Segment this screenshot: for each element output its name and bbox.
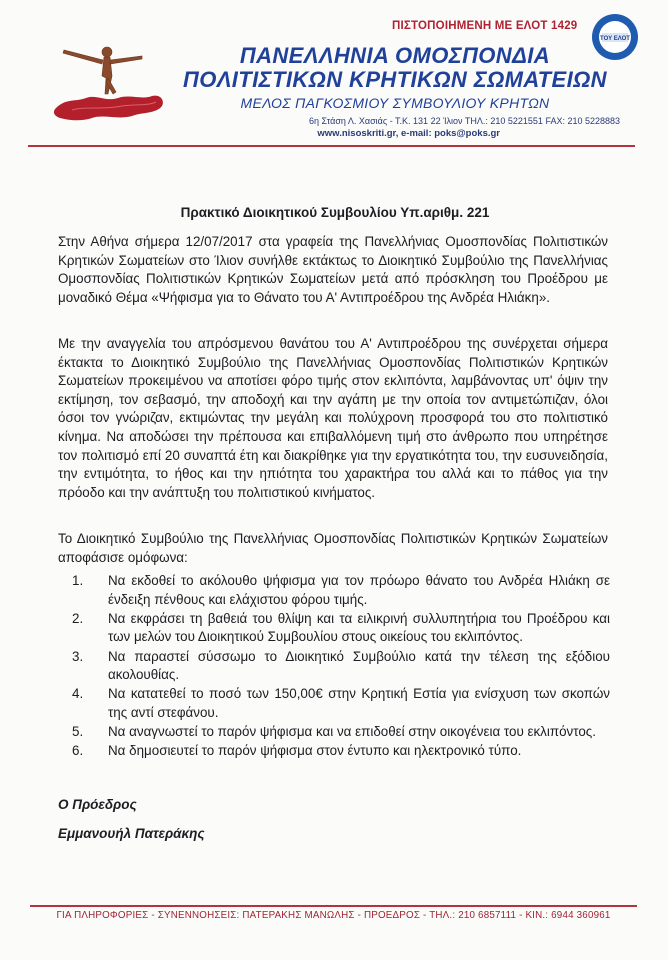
list-item bbox=[58, 610, 610, 647]
list-item-number: 2. bbox=[72, 610, 84, 626]
org-address: 6η Στάση Λ. Χασιάς - Τ.Κ. 131 22 Ίλιον ΤΗΛ.: 210 5221551 FAX: 210 5228883 bbox=[309, 116, 620, 126]
list-item bbox=[58, 742, 610, 761]
list-item-number: 6. bbox=[72, 743, 84, 759]
list-item-text: Να εκδοθεί το ακόλουθο ψήφισμα για τον πρόωρο θάνατο του Ανδρέα Ηλιάκη σε ένδειξη πένθους και ελάχιστου φόρου τιμής. bbox=[108, 573, 610, 607]
header-divider bbox=[28, 145, 635, 147]
list-item-number: 4. bbox=[72, 686, 84, 702]
list-item bbox=[58, 572, 610, 609]
org-name-line2: ΠΟΛΙΤΙΣΤΙΚΩΝ ΚΡΗΤΙΚΩΝ ΣΩΜΑΤΕΙΩΝ bbox=[183, 67, 607, 92]
list-item bbox=[58, 648, 610, 685]
signature-title: Ο Πρόεδρος bbox=[58, 797, 137, 812]
list-item-number: 1. bbox=[72, 573, 84, 588]
list-item-number: 5. bbox=[72, 724, 84, 740]
org-name-line1: ΠΑΝΕΛΛΗΝΙΑ ΟΜΟΣΠΟΝΔΙΑ bbox=[239, 43, 551, 68]
crete-figure-logo-icon bbox=[52, 36, 167, 128]
footer-divider bbox=[30, 905, 637, 907]
footer-contact: ΓΙΑ ΠΛΗΡΟΦΟΡΙΕΣ - ΣΥΝΕΝΝΟΗΣΕΙΣ: ΠΑΤΕΡΑΚΗΣ ΜΑΝΩΛΗΣ - ΠΡΟΕΔΡΟΣ - ΤΗΛ.: 210 6857111 - ΚΙΝ.: 6944 360961 bbox=[56, 910, 611, 921]
list-item bbox=[58, 685, 610, 722]
org-web-email[interactable]: www.nisoskriti.gr, e-mail: poks@poks.gr bbox=[317, 128, 500, 139]
list-item-text: Να αναγνωστεί το παρόν ψήφισμα και να επιδοθεί στην οικογένεια του εκλιπόντος. bbox=[108, 724, 596, 740]
seal-text: ΤΟΥ ΕΛΟΤ bbox=[600, 36, 630, 42]
paragraph-3: Το Διοικητικό Συμβούλιο της Πανελλήνιας Ομοσπονδίας Πολιτιστικών Κρητικών Σωματείων αποφάσισε ομόφωνα: bbox=[58, 531, 608, 565]
list-item-text: Να εκφράσει τη βαθειά του θλίψη και τα ειλικρινή συλλυπητήρια του Προέδρου και των μελών του Διοικητικού Συμβουλίου στους οικείους του εκλιπόντος. bbox=[108, 610, 610, 645]
list-item-text: Να κατατεθεί το ποσό των 150,00€ στην Κρητική Εστία για ενίσχυση των σκοπών της αντί στεφάνου. bbox=[108, 686, 610, 720]
paragraph-2: Με την αναγγελία του απρόσμενου θανάτου του Α' Αντιπροέδρου της συνέρχεται σήμερα έκτακτα το Διοικητικό Συμβούλιο της Πανελλήνιας Ομοσπονδίας Πολιτιστικών Κρητικών Σωματείων προκειμένου να αποτίσει φόρο τιμής στον εκλιπόντα, λαμβάνοντας υπ' όψιν την εκτίμηση, τον σεβασμό, την αποδοχή και την αγάπη με την οποία τον αντιμετώπιζαν, όλοι όσοι τον γνώριζαν, εκτιμώντας την μεγάλη και πολύχρονη προσφορά του στο πολιτιστικό κίνημα. Να αποδώσει την πρέπουσα και επιβαλλόμενη τιμή στο άνθρωπο που υπηρέτησε τον πολιτισμό επί 20 συναπτά έτη και διακρίθηκε για την εργατικότητα του, την ευσυνειδησία, την εντιμότητα, το ήθος και την ηπιότητα του χαρακτήρα του αλλά και το πάθος για την πρόοδο και την ανάπτυξη του πολιτιστικού κινήματος. bbox=[58, 336, 608, 500]
list-item-number: 3. bbox=[72, 648, 84, 664]
resolution-list bbox=[58, 572, 610, 762]
paragraph-1: Στην Αθήνα σήμερα 12/07/2017 στα γραφεία της Πανελλήνιας Ομοσπονδίας Πολιτιστικών Κρητικών Σωματείων στο Ίλιον συνήλθε εκτάκτως το Διοικητικό Συμβούλιο της Πανελλήνιας Ομοσπονδίας Πολιτιστικών Κρητικών Σωματείων μετά από πρόσκληση του Προέδρου με μοναδικό Θέμα «Ψήφισμα για το Θάνατο του Α' Αντιπροέδρου της Ανδρέα Ηλιάκη». bbox=[58, 234, 608, 305]
certification-label: ΠΙΣΤΟΠΟΙΗΜΕΝΗ ΜΕ ΕΛΟΤ 1429 bbox=[392, 20, 578, 32]
signature-name: Εμμανουήλ Πατεράκης bbox=[58, 826, 205, 841]
list-item-text: Να δημοσιευτεί το παρόν ψήφισμα στον έντυπο και ηλεκτρονικό τύπο. bbox=[108, 743, 522, 759]
document-title: Πρακτικό Διοικητικού Συμβουλίου Υπ.αριθμ. 221 bbox=[180, 205, 490, 220]
org-subtitle: ΜΕΛΟΣ ΠΑΓΚΟΣΜΙΟΥ ΣΥΜΒΟΥΛΙΟΥ ΚΡΗΤΩΝ bbox=[240, 95, 550, 111]
list-item bbox=[58, 723, 610, 742]
list-item-text: Να παραστεί σύσσωμο το Διοικητικό Συμβούλιο κατά την τέλεση της εξόδιου ακολουθίας. bbox=[108, 648, 610, 683]
